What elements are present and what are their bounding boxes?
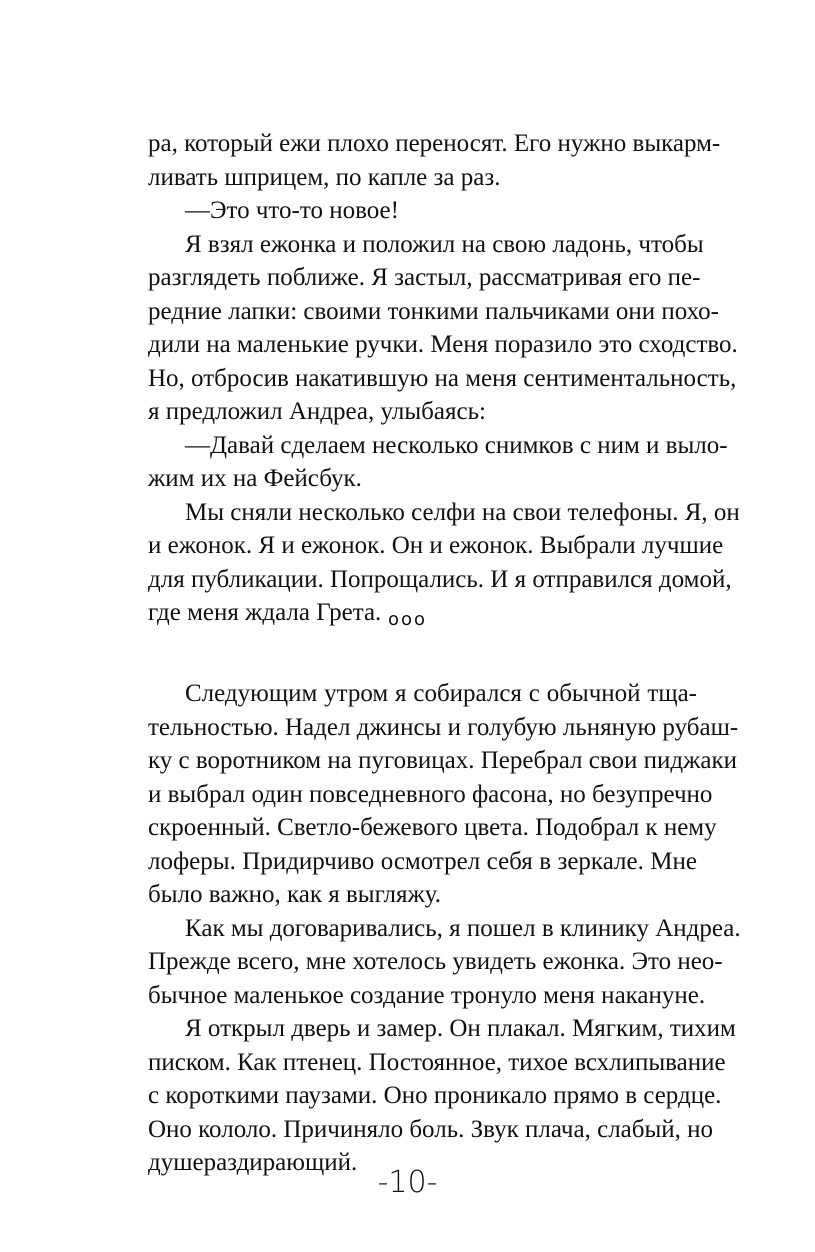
text-line: писком. Как птенец. Постоянное, тихое всхлипывание <box>148 1048 726 1076</box>
text-line: Мы сняли несколько селфи на свои телефоны. Я, он <box>185 498 740 526</box>
text-line: бычное маленькое создание тронуло меня накануне. <box>148 981 706 1009</box>
text-line: скроенный. Светло-бежевого цвета. Подобрал к нему <box>148 814 717 841</box>
text-line: разглядеть поближе. Я застыл, рассматривая его пе- <box>148 264 701 291</box>
text-line: Прежде всего, мне хотелось увидеть ежонка. Это нео- <box>148 948 723 975</box>
text-line: Оно кололо. Причиняло боль. Звук плача, слабый, но <box>148 1115 714 1143</box>
text-line: Но, отбросив накатившую на меня сентиментальность, <box>148 364 737 392</box>
text-line: и выбрал один повседневного фасона, но безупречно <box>148 780 713 808</box>
text-line: было важно, как я выгляжу. <box>148 881 442 908</box>
text-line: ра, который ежи плохо переносят. Его нужно выкарм- <box>148 130 721 157</box>
text-line: Следующим утром я собирался с обычной тща- <box>185 680 697 707</box>
text-line: ливать шприцем, по капле за раз. <box>148 163 501 191</box>
text-line: ку с воротником на пуговицах. Перебрал свои пиджаки <box>148 747 737 774</box>
text-line: жим их на Фейсбук. <box>148 465 362 492</box>
dialogue-line: —Давай сделаем несколько снимков с ним и выло- <box>185 431 728 459</box>
text-line: с короткими паузами. Оно проникало прямо в сердце. <box>148 1082 722 1109</box>
text-line: редние лапки: своими тонкими пальчиками они похо- <box>148 297 720 325</box>
text-line: Я открыл дверь и замер. Он плакал. Мягким, тихим <box>185 1015 736 1042</box>
text-line: дили на маленькие ручки. Меня поразило это сходство. <box>148 331 738 358</box>
text-line: Как мы договаривались, я пошел в клинику Андреа. <box>185 914 741 942</box>
text-line: Я взял ежонка и положил на свою ладонь, чтобы <box>185 230 704 258</box>
text-section-2 <box>148 677 741 1180</box>
text-line: я предложил Андреа, улыбаясь: <box>148 398 486 425</box>
text-section-1 <box>148 127 740 630</box>
text-line: лоферы. Придирчиво осмотрел себя в зеркале. Мне <box>148 847 697 875</box>
dialogue-line: —Это что-то новое! <box>185 197 399 224</box>
section-separator: ооо <box>387 609 428 630</box>
page-number: -10- <box>377 1165 438 1200</box>
text-line: и ежонок. Я и ежонок. Он и ежонок. Выбрали лучшие <box>148 532 724 559</box>
text-line: где меня ждала Грета. <box>148 599 382 626</box>
text-line: душераздирающий. <box>148 1149 358 1176</box>
text-line: для публикации. Попрощались. И я отправился домой, <box>148 565 732 593</box>
text-line: тельностью. Надел джинсы и голубую льняную рубаш- <box>148 713 739 741</box>
